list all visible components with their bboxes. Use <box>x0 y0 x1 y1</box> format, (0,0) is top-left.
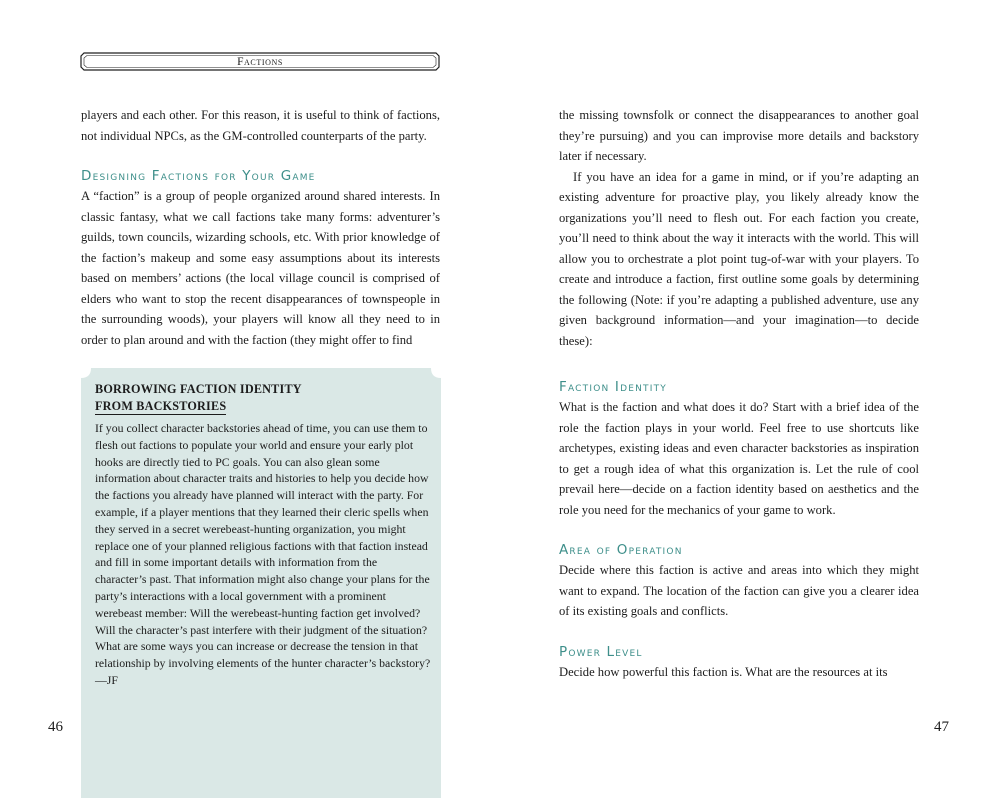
left-column <box>81 105 440 350</box>
right-column <box>559 105 919 682</box>
right-paragraph-2: If you have an idea for a game in mind, or if you’re adapting an existing adventure for proactive play, you likely already know the organizations you’ll need to flesh out. For each faction you create, you’ll need to think about the way it interacts with the world. This will allow you to orchestrate a plot point tug-of-war with your players. To create and introduce a faction, first outline some goals by determining the following (Note: if you’re adapting a published adventure, use any given background information—and your imagination—to decide these): <box>559 169 919 348</box>
header-title: Factions <box>237 56 283 68</box>
sidebar-title-line-1: BORROWING FACTION IDENTITY <box>95 382 302 396</box>
page-number-right: 47 <box>934 719 949 735</box>
sidebar-title-line-2: FROM BACKSTORIES <box>95 399 227 413</box>
power-level-paragraph: Decide how powerful this faction is. What are the resources at its <box>559 664 888 679</box>
sidebar-title <box>95 381 431 415</box>
area-of-operation-paragraph: Decide where this faction is active and areas into which they might want to expand. The location of the faction can give you a clearer idea of its existing goals and conflicts. <box>559 563 919 618</box>
faction-identity-paragraph: What is the faction and what does it do? Start with a brief idea of the role the faction plays in your world. Feel free to use shortcuts like archetypes, existing ideas and even character backstories as inspiration to get a rough idea of what this organization is. Let the rule of cool prevail here—decide on a faction identity based on aesthetics and the role you need for the mechanics of your game to work. <box>559 400 919 517</box>
right-paragraph-1: the missing townsfolk or connect the disappearances to another goal they’re pursuing) and you can improvise more details and backstory later if necessary. <box>559 108 919 163</box>
sidebar-box <box>81 368 441 798</box>
section-heading-faction-identity: Faction Identity <box>559 379 667 395</box>
section-heading-area-of-operation: Area of Operation <box>559 542 683 558</box>
page-number-left: 46 <box>48 719 63 735</box>
section-heading-designing-factions: Designing Factions for Your Game <box>81 168 316 184</box>
running-header <box>80 52 440 71</box>
sidebar-body: If you collect character backstories ahead of time, you can use them to flesh out factions to populate your world and ensure your early plot hooks are directly tied to PC goals. You can also glean some information about character traits and histories to help you decide how the factions you already have planned will interact with the party. For example, if a player mentions that they learned their cleric spells when they served in a secret werebeast-hunting organization, you might replace one of your planned religious factions with that faction instead and fill in some important details with information from the character’s past. That information might also change your plans for the party’s interactions with a local government with a prominent werebeast member: Will the werebeast-hunting faction get involved? Will the character’s past interfere with their judgment of the situation? What are some ways you can increase or decrease the tension in that relationship by involving elements of the hunter character’s backstory? —JF <box>95 421 431 687</box>
sidebar-content <box>95 381 431 701</box>
section-heading-power-level: Power Level <box>559 643 643 660</box>
designing-factions-paragraph: A “faction” is a group of people organized around shared interests. In classic fantasy, what we call factions take many forms: adventurer’s guilds, town councils, wizarding schools, etc. With prior knowledge of the faction’s makeup and some easy assumptions about its interests based on members’ actions (the local village council is comprised of elders who want to stop the recent disappearances of townspeople in the surrounding woods), your players will know all they need to in order to plan around and with the faction (they might offer to find <box>81 189 440 347</box>
left-intro-paragraph: players and each other. For this reason, it is useful to think of factions, not individual NPCs, as the GM-controlled counterparts of the party. <box>81 108 440 143</box>
